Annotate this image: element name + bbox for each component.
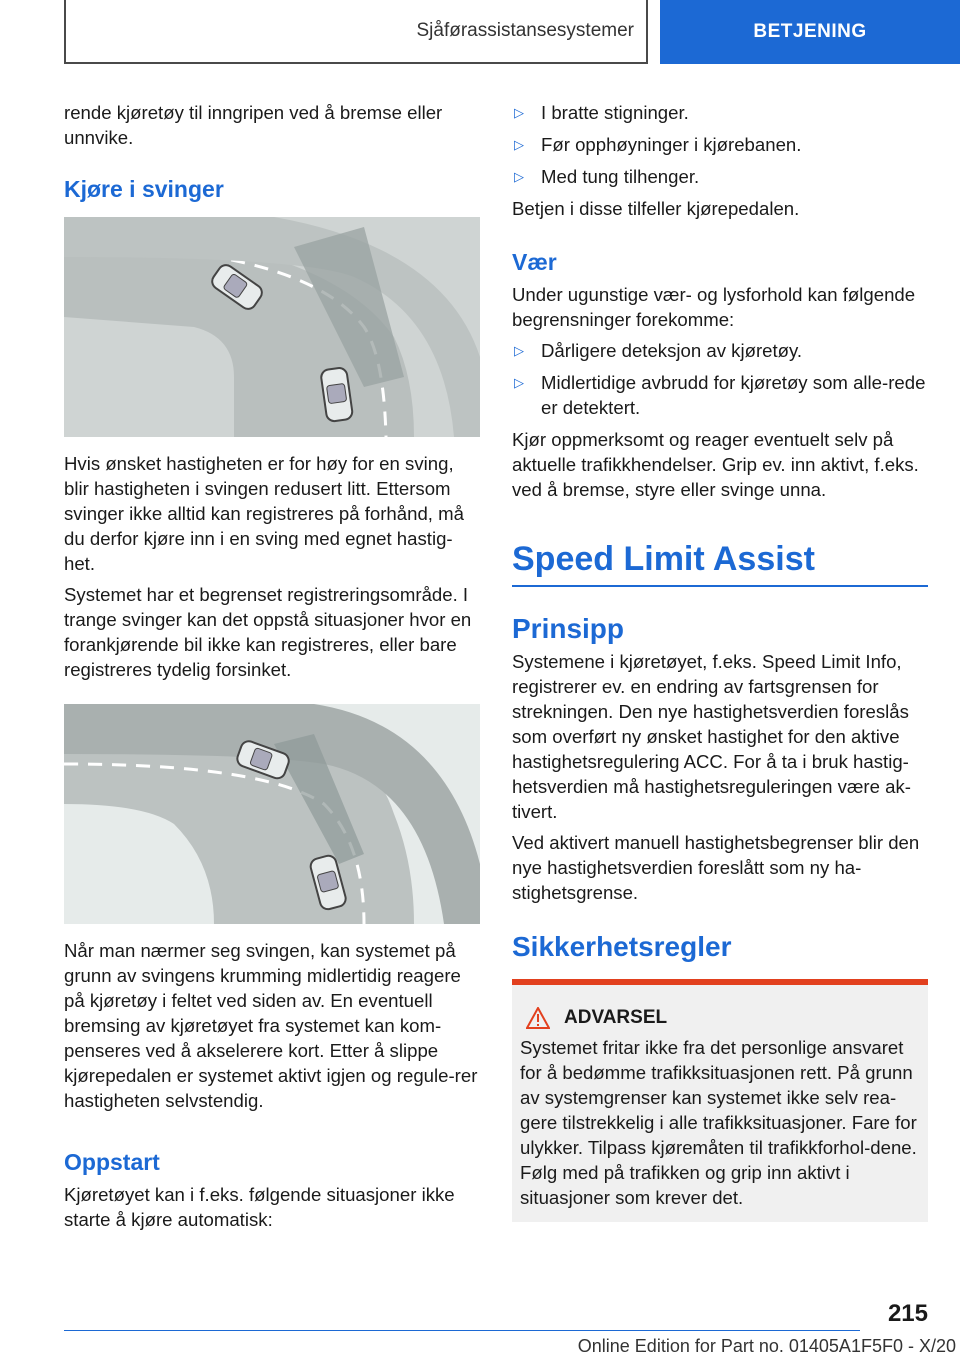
heading-curves: Kjøre i svinger (64, 176, 224, 202)
triangle-bullet-icon: ▷ (514, 169, 524, 184)
section-title-speed-limit-assist: Speed Limit Assist (512, 540, 928, 587)
heading-safety: Sikkerhetsregler (512, 931, 732, 962)
triangle-bullet-icon: ▷ (514, 343, 524, 358)
warning-header (520, 1007, 920, 1029)
list-item: ▷ Med tung tilhenger. (514, 166, 700, 187)
right-column (512, 100, 928, 1222)
curves-paragraph-2: Systemet har et begrenset registreringsområde. I trange svinger kan det oppstå situasjoner hvor en forankjørende bil ikke kan registreres, eller bare registreres tydelig forsinket. (64, 584, 472, 680)
curves-paragraph-1: Hvis ønsket hastigheten er for høy for en sving, blir hastigheten i svingen redusert litt. Ettersom svinger ikke alltid kan registreres på forhånd, må du derfor kjøre inn i en sving med egnet hastig-het. (64, 453, 464, 574)
footer-divider (64, 1330, 860, 1331)
lane-illustration (64, 704, 480, 924)
warning-title: ADVARSEL (564, 1007, 668, 1028)
list-item: ▷ Midlertidige avbrudd for kjøretøy som alle-rede er detektert. (514, 372, 926, 418)
list-item: ▷ Før opphøyninger i kjørebanen. (514, 134, 802, 155)
triangle-bullet-icon: ▷ (514, 105, 524, 120)
warning-text: Systemet fritar ikke fra det personlige ansvaret for å bedømme trafikksituasjonen rett. På grunn av systemgrenser kan systemet ikke selv rea-gere tilstrekkelig i alle trafikksituasjoner. Fare for ulykker. Tilpass kjøremåten til trafikkforhol-dene. Følg med på trafikken og grip inn aktivt i situasjoner som krever det. (520, 1037, 917, 1208)
heading-principle: Prinsipp (512, 613, 625, 644)
header-chapter-tab[interactable] (660, 0, 960, 64)
warning-box (512, 979, 928, 1222)
chapter-label: BETJENING (753, 21, 867, 42)
list-item: ▷ Dårligere deteksjon av kjøretøy. (514, 340, 803, 361)
weather-paragraph: Under ugunstige vær- og lysforhold kan følgende begrensninger forekomme: (512, 284, 916, 330)
principle-paragraph-1: Systemene i kjøretøyet, f.eks. Speed Limit Info, registrerer ev. en endring av fartsgrensen for strekningen. Den nye hastighetsverdien foreslås som overført ny ønsket hastighet for den aktive hastighetsregulering ACC. For å ta i bruk hastig-hetsverdien må hastighetsreguleringen være ak-tivert. (512, 651, 911, 822)
attention-paragraph: Kjør oppmerksomt og reager eventuelt selv på aktuelle trafikkhendelser. Grip ev. inn aktivt, f.eks. ved å bremse, styre eller svinge unna. (512, 429, 919, 500)
pedal-paragraph: Betjen i disse tilfeller kjørepedalen. (512, 198, 800, 219)
triangle-bullet-icon: ▷ (514, 375, 524, 390)
list-item: ▷ I bratte stigninger. (514, 102, 689, 123)
bullet-list-start (512, 100, 928, 189)
curve-illustration (64, 217, 480, 437)
heading-weather: Vær (512, 249, 557, 275)
curves-paragraph-3: Når man nærmer seg svingen, kan systemet på grunn av svingens krumming midlertidig reagere på kjøretøy i feltet ved siden av. En eventuell bremsing av kjøretøyet fra systemet kan kom-penseres ved å akselerere kort. Etter å slippe kjørepedalen er systemet aktivt igjen og regule-rer hastigheten selvstendig. (64, 940, 478, 1111)
header-section-title (64, 0, 648, 64)
start-paragraph: Kjøretøyet kan i f.eks. følgende situasjoner ikke starte å kjøre automatisk: (64, 1184, 455, 1230)
warning-triangle-icon (526, 1007, 550, 1029)
footer-edition: Online Edition for Part no. 01405A1F5F0 - X/20 (577, 1336, 956, 1356)
heading-start: Oppstart (64, 1149, 160, 1175)
page-number: 215 (887, 1300, 928, 1327)
triangle-bullet-icon: ▷ (514, 137, 524, 152)
left-column (64, 100, 480, 1238)
section-label: Sjåførassistansesystemer (416, 20, 634, 41)
intro-paragraph: rende kjøretøy til inngripen ved å bremse eller unnvike. (64, 102, 443, 148)
bullet-list-weather (512, 338, 928, 420)
principle-paragraph-2: Ved aktivert manuell hastighetsbegrenser blir den nye hastighetsverdien foreslått som ny ha-stighetsgrense. (512, 832, 920, 903)
